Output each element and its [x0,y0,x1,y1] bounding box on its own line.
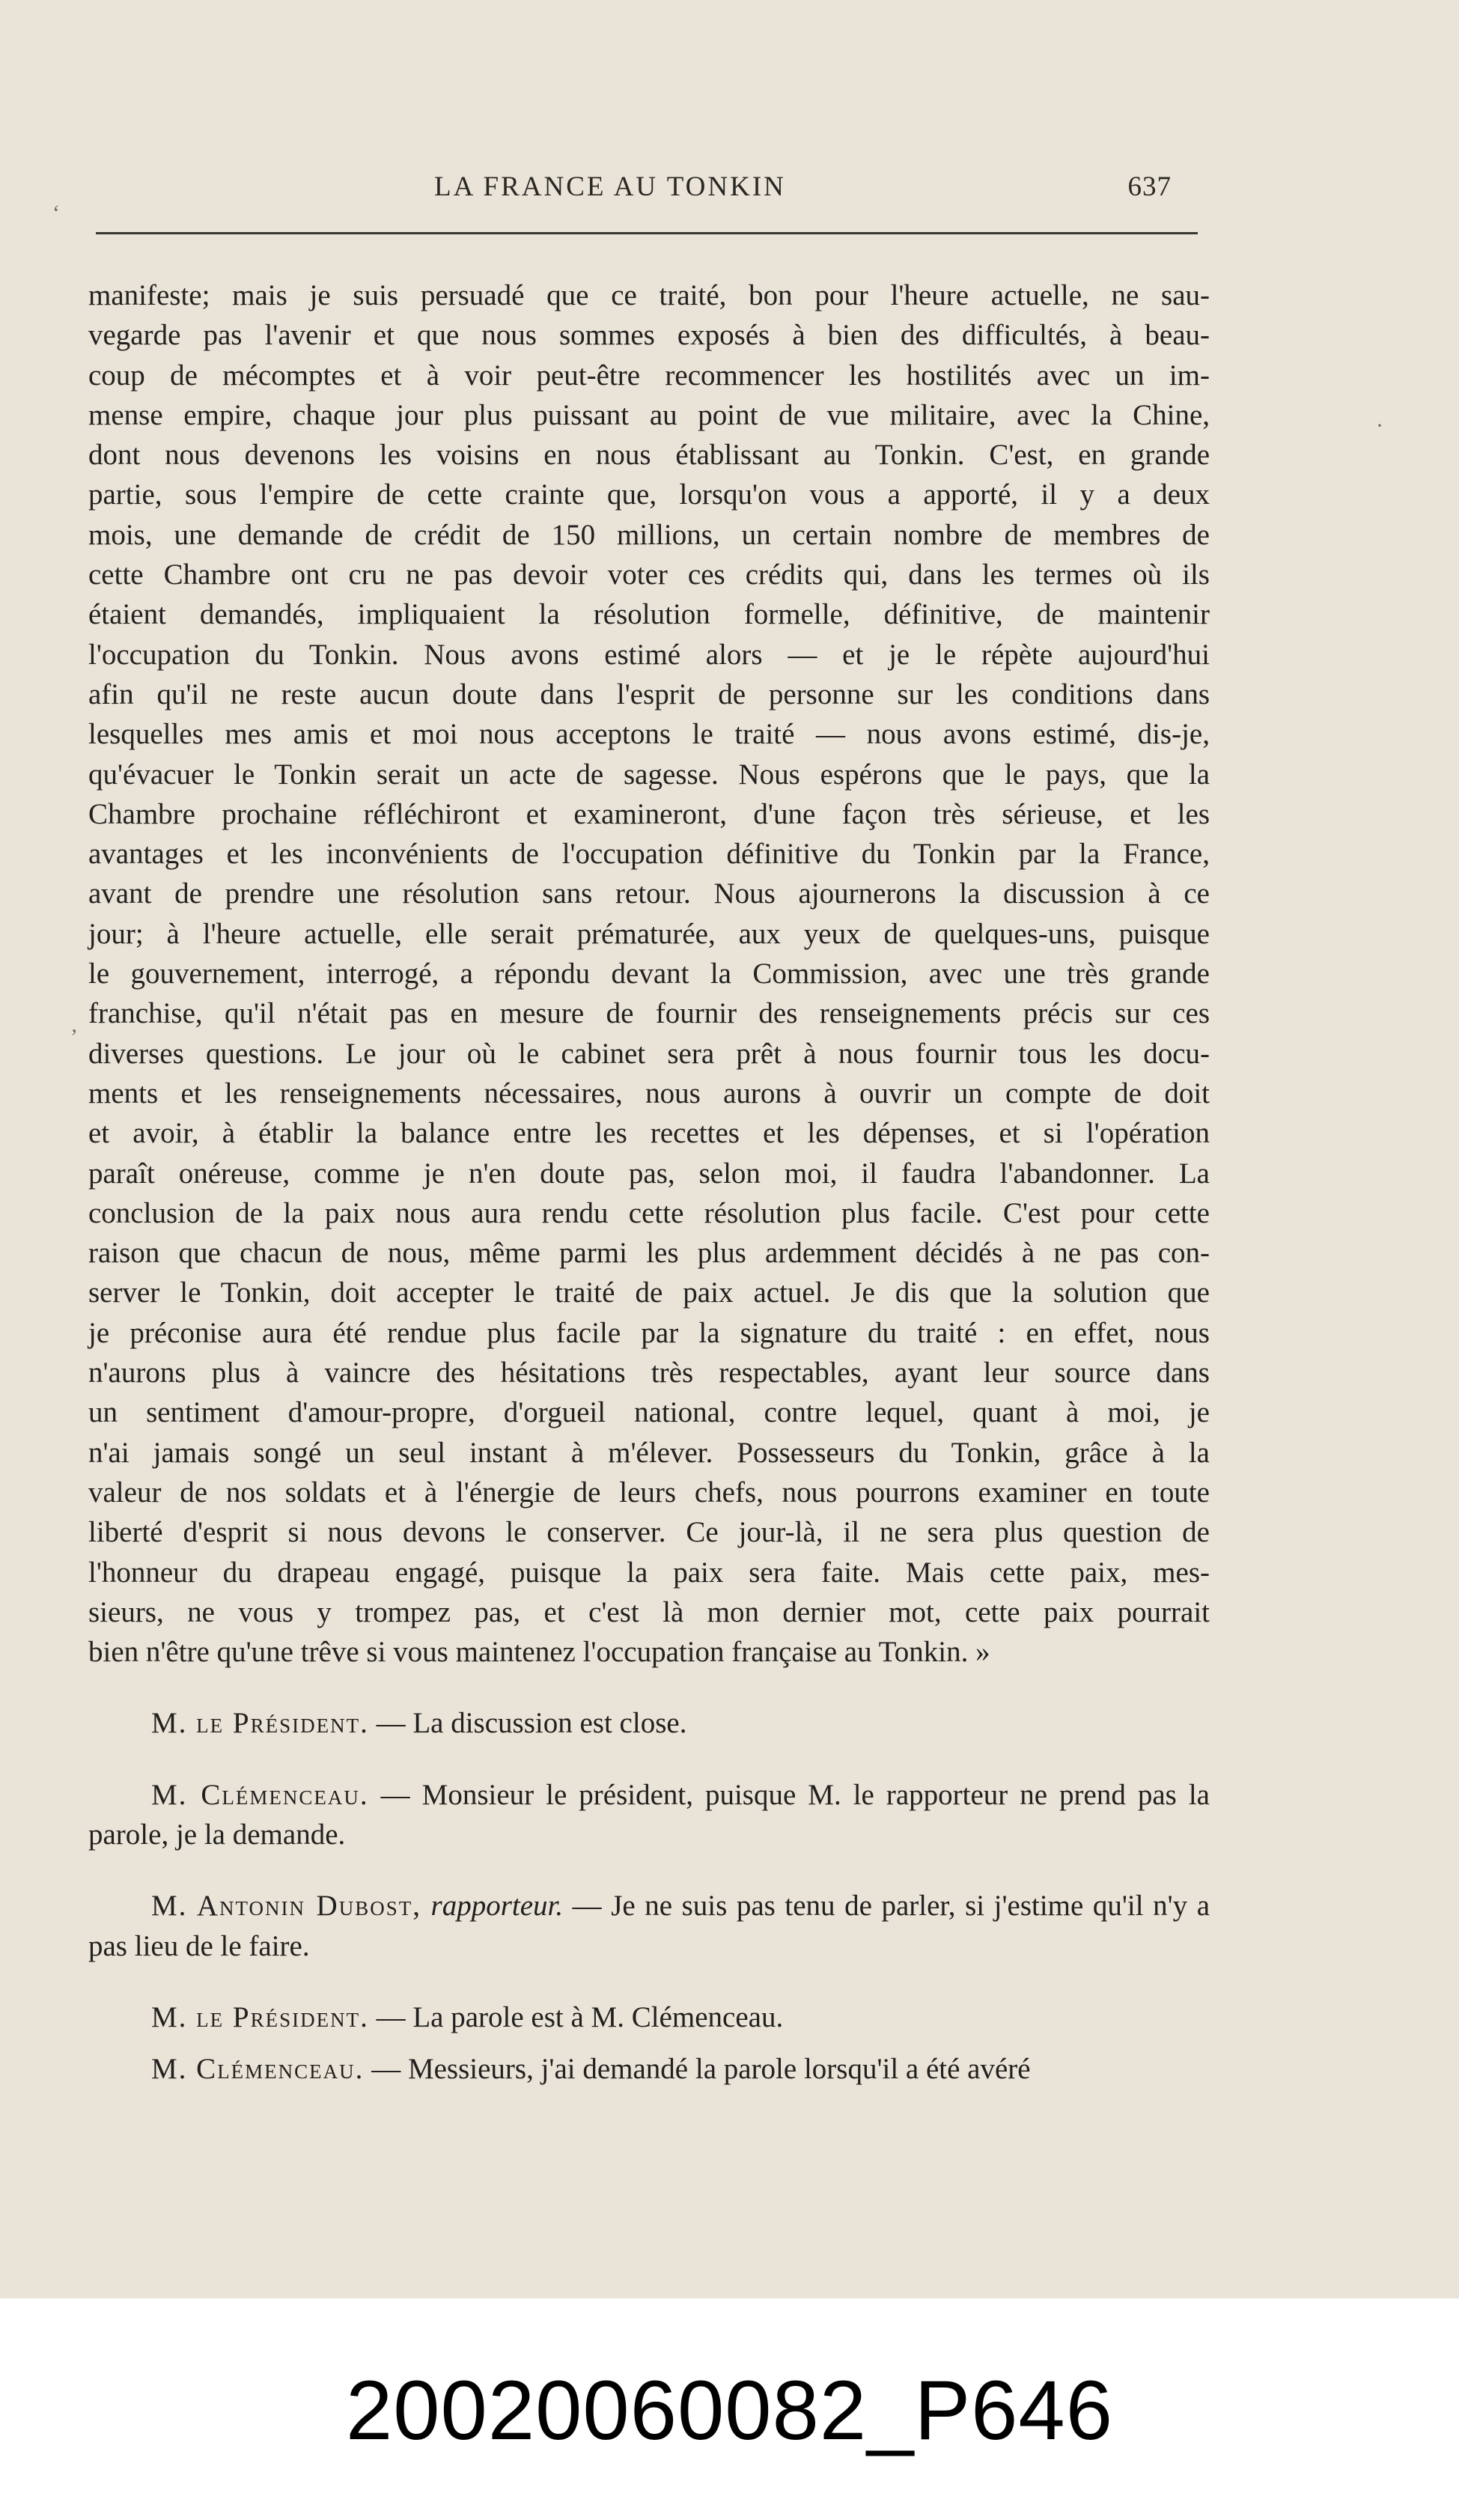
text-line: je préconise aura été rendue plus facile par la signature du traité : en effet, nous [88,1316,1210,1349]
speaker: M. Antonin Dubost, [151,1890,421,1923]
exchange-paragraph [88,1703,1210,1743]
text-line: le gouvernement, interrogé, a répondu devant la Commission, avec une très grande [88,958,1210,990]
exchange-paragraph [88,2049,1210,2089]
text-line: et avoir, à établir la balance entre les recettes et les dépenses, et si l'opération [88,1117,1210,1150]
text-line: dont nous devenons les voisins en nous établissant au Tonkin. C'est, en grande [88,439,1210,472]
text-line: Chambre prochaine réfléchiront et examineront, d'une façon très sérieuse, et les [88,797,1210,830]
text-line: un sentiment d'amour-propre, d'orgueil national, contre lequel, quant à moi, je [88,1396,1210,1429]
text-line: manifeste; mais je suis persuadé que ce traité, bon pour l'heure actuelle, ne sau- [88,279,1210,311]
text-line: partie, sous l'empire de cette crainte que, lorsqu'on vous a apporté, il y a deux [88,478,1210,511]
exchange-paragraph [88,1775,1210,1855]
speaker: M. Clémenceau. [151,1778,369,1811]
text-line: n'aurons plus à vaincre des hésitations très respectables, ayant leur source dans [88,1357,1210,1390]
text-line: vegarde pas l'avenir et que nous sommes exposés à bien des difficultés, à beau- [88,319,1210,352]
scan-identifier: 20020060082_P646 [345,2364,1114,2457]
speech: — Monsieur le président, puisque M. le rapporteur ne prend pas la parole, je la demande. [88,1778,1210,1851]
speech: — Messieurs, j'ai demandé la parole lorsqu'il a été avéré [364,2053,1031,2086]
margin-mark: ‘ [52,201,60,225]
text-line: mois, une demande de crédit de 150 millions, un certain nombre de membres de [88,518,1210,551]
speech: — Je ne suis pas tenu de parler, si j'estime qu'il n'y a pas lieu de le faire. [88,1890,1210,1962]
text-line: server le Tonkin, doit accepter le traité de paix actuel. Je dis que la solution que [88,1276,1210,1309]
running-head [97,166,1194,204]
text-line: mense empire, chaque jour plus puissant au point de vue militaire, avec la Chine, [88,398,1210,431]
text-line: avantages et les inconvénients de l'occupation définitive du Tonkin par la France, [88,838,1210,871]
text-line: ments et les renseignements nécessaires, nous aurons à ouvrir un compte de doit [88,1077,1210,1110]
text-line: avant de prendre une résolution sans retour. Nous ajournerons la discussion à ce [88,877,1210,910]
text-line: sieurs, ne vous y trompez pas, et c'est là mon dernier mot, cette paix pourrait [88,1595,1210,1628]
exchange-paragraph [88,1997,1210,2037]
speaker: M. le Président. [151,2000,369,2033]
text-line: liberté d'esprit si nous devons le conserver. Ce jour-là, il ne sera plus question de [88,1516,1210,1549]
text-line: diverses questions. Le jour où le cabinet sera prêt à nous fournir tous les docu- [88,1037,1210,1070]
margin-mark: ‚ [70,1012,78,1037]
text-line: n'ai jamais songé un seul instant à m'élever. Possesseurs du Tonkin, grâce à la [88,1436,1210,1469]
speech: — La discussion est close. [368,1707,687,1740]
text-line: étaient demandés, impliquaient la résolution formelle, définitive, de maintenir [88,598,1210,631]
text-line: qu'évacuer le Tonkin serait un acte de sagesse. Nous espérons que le pays, que la [88,758,1210,791]
text-line: bien n'être qu'une trêve si vous maintenez l'occupation française au Tonkin. » [88,1636,990,1669]
header-rule [96,232,1198,234]
speech: — La parole est à M. Clémenceau. [368,2000,784,2033]
text-line: franchise, qu'il n'était pas en mesure de fournir des renseignements précis sur ces [88,997,1210,1030]
speaker-role: rapporteur. [421,1890,564,1923]
page-number: 637 [1127,171,1172,202]
text-line: paraît onéreuse, comme je n'en doute pas, selon moi, il faudra l'abandonner. La [88,1157,1210,1190]
speaker: M. Clémenceau. [151,2053,365,2086]
text-line: cette Chambre ont cru ne pas devoir voter ces crédits qui, dans les termes où ils [88,559,1210,591]
text-line: valeur de nos soldats et à l'énergie de leurs chefs, nous pourrons examiner en toute [88,1476,1210,1509]
text-line: raison que chacun de nous, même parmi les plus ardemment décidés à ne pas con- [88,1237,1210,1270]
body-text [88,276,1210,2089]
text-line: conclusion de la paix nous aura rendu cette résolution plus facile. C'est pour cette [88,1196,1210,1229]
text-line: coup de mécomptes et à voir peut-être recommencer les hostilités avec un im- [88,359,1210,392]
text-line: afin qu'il ne reste aucun doute dans l'esprit de personne sur les conditions dans [88,678,1210,710]
running-title: LA FRANCE AU TONKIN [434,171,786,202]
speaker: M. le Président. [151,1707,369,1740]
text-line: l'honneur du drapeau engagé, puisque la paix sera faite. Mais cette paix, mes- [88,1556,1210,1589]
exchange-paragraph [88,1886,1210,1966]
text-line: lesquelles mes amis et moi nous acceptons le traité — nous avons estimé, dis-je, [88,718,1210,751]
text-line: l'occupation du Tonkin. Nous avons estimé alors — et je le répète aujourd'hui [88,638,1210,671]
text-line: jour; à l'heure actuelle, elle serait prématurée, aux yeux de quelques-uns, puisque [88,917,1210,950]
margin-mark: · [1376,413,1383,438]
